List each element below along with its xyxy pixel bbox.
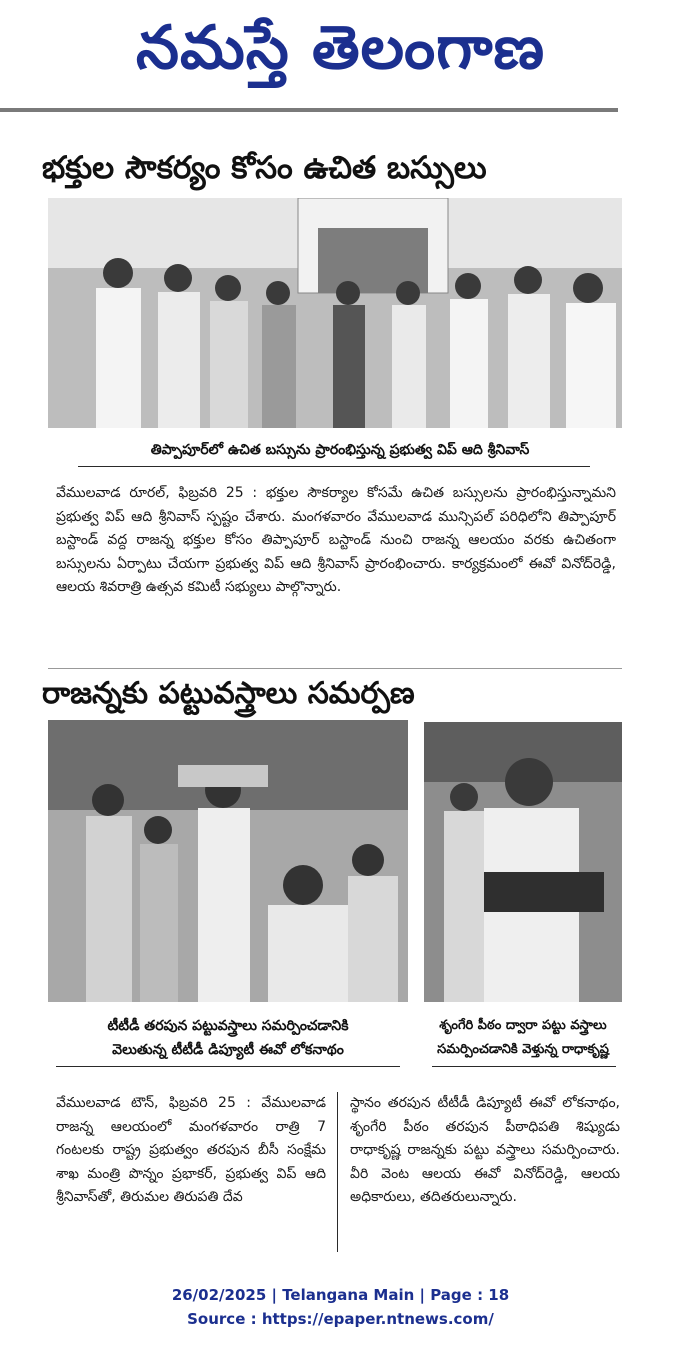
- caption-underline-right: [432, 1066, 616, 1067]
- footer-date-line: 26/02/2025 | Telangana Main | Page : 18: [171, 1286, 510, 1304]
- caption-left-line1: టీటీడీ తరపున పట్టువస్త్రాలు సమర్పించడానికి: [107, 1018, 349, 1034]
- story1-photo: [48, 198, 622, 428]
- caption-underline-left: [56, 1066, 400, 1067]
- story1-caption: తిప్పాపూర్‌లో ఉచిత బస్సును ప్రారంభిస్తున్న ప్రభుత్వ విప్ ఆది శ్రీనివాస్: [150, 442, 530, 458]
- story1-headline: భక్తుల సౌకర్యం కోసం ఉచిత బస్సులు: [42, 150, 487, 186]
- masthead-rule: [0, 108, 618, 112]
- story2-body-left: వేములవాడ టౌన్, ఫిబ్రవరి 25 : వేములవాడ రాజన్న ఆలయంలో మంగళవారం రాత్రి 7 గంటలకు రాష్ట్ర ప్రభుత్వం తరపున బీసీ సంక్షేమ శాఖ మంత్రి పొన్నం ప్రభాకర్, ప్రభుత్వ విప్ ఆది శ్రీనివాస్‌తో, తిరుమల తిరుపతి దేవ: [56, 1095, 326, 1205]
- masthead: [0, 0, 681, 100]
- story2-caption-right: [424, 1014, 622, 1062]
- story2-caption-left: [48, 1014, 408, 1062]
- newspaper-logo: నమస్తే తెలంగాణ: [135, 13, 546, 83]
- column-divider: [337, 1092, 338, 1252]
- caption-left-line2: వెలుతున్న టీటీడీ డిప్యూటీ ఈవో లోకనాథం: [112, 1042, 344, 1058]
- story2-body-right: స్థానం తరపున టీటీడీ డిప్యూటీ ఈవో లోకనాథం, శృంగేరి పీఠం తరపున పీఠాధిపతి శిష్యుడు రాధాకృష్ణ రాజన్నకు పట్టు వస్త్రాలు సమర్పించారు. వీరి వెంట ఆలయ ఈవో వినోద్‌రెడ్డి, ఆలయ అధికారులు, తదితరులున్నారు.: [350, 1095, 620, 1205]
- story2-headline: రాజన్నకు పట్టువస్త్రాలు సమర్పణ: [42, 676, 415, 711]
- caption-right-line2: సమర్పించడానికి వెళ్తున్న రాధాకృష్ణ: [437, 1042, 609, 1057]
- story1-body: వేములవాడ రూరల్, ఫిబ్రవరి 25 : భక్తుల సౌకర్యాల కోసమే ఉచిత బస్సులను ప్రారంభిస్తున్నామని ప్రభుత్వ విప్ ఆది శ్రీనివాస్ స్పష్టం చేశారు. మంగళవారం వేములవాడ మున్సిపల్ పరిధిలోని తిప్పాపూర్ బస్టాండ్ వద్ద రాజన్న భక్తుల కోసం తిప్పాపూర్ బస్టాండ్ నుంచి రాజన్న ఆలయం వరకు ఉచితంగా బస్సులను ఏర్పాటు చేయగా ప్రభుత్వ విప్ ఆది శ్రీనివాస్ ప్రారంభించారు. కార్యక్రమంలో ఈవో వినోద్‌రెడ్డి, ఆలయ శివరాత్రి ఉత్సవ కమిటీ సభ్యులు పాల్గొన్నారు.: [56, 485, 616, 595]
- story2-photo-right: [424, 722, 622, 1002]
- caption-underline: [78, 466, 590, 467]
- footer-source-line: Source : https://epaper.ntnews.com/: [187, 1310, 494, 1328]
- section-divider: [48, 668, 622, 669]
- caption-right-line1: శృంగేరి పీఠం ద్వారా పట్టు వస్త్రాలు: [439, 1018, 607, 1033]
- story2-photo-left: [48, 720, 408, 1002]
